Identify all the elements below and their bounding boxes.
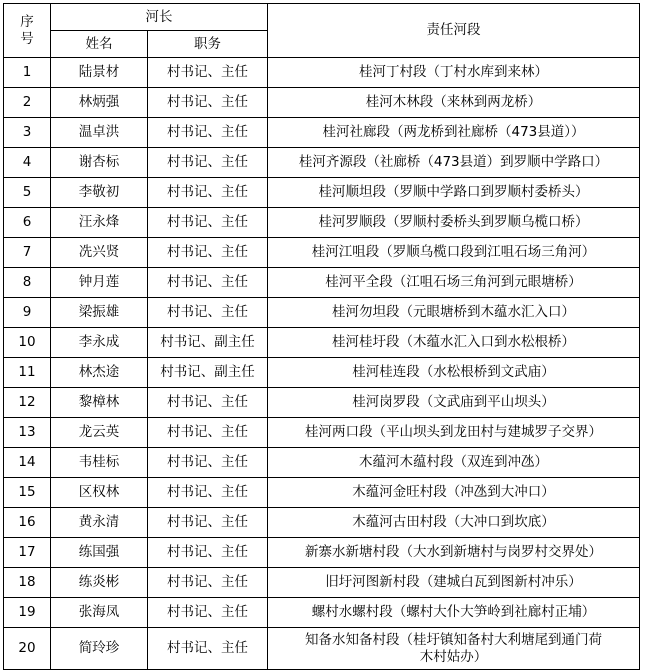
row-no: 1	[4, 58, 51, 88]
row-name: 谢杏标	[51, 148, 148, 178]
row-name: 练炎彬	[51, 568, 148, 598]
row-name: 陆景材	[51, 58, 148, 88]
row-no: 7	[4, 238, 51, 268]
row-section: 木蕴河古田村段（大冲口到坎底）	[268, 508, 640, 538]
row-no: 18	[4, 568, 51, 598]
row-section: 桂河平全段（江咀石场三角河到元眼塘桥）	[268, 268, 640, 298]
row-no: 4	[4, 148, 51, 178]
row-role: 村书记、主任	[148, 388, 268, 418]
row-role: 村书记、主任	[148, 208, 268, 238]
row-role: 村书记、主任	[148, 178, 268, 208]
row-no: 2	[4, 88, 51, 118]
header-row-top	[4, 4, 640, 31]
row-role: 村书记、主任	[148, 508, 268, 538]
row-section: 旧圩河图新村段（建城白瓦到图新村冲乐）	[268, 568, 640, 598]
header-no-line1: 序	[20, 13, 34, 30]
header-section: 责任河段	[268, 4, 640, 58]
row-role: 村书记、主任	[148, 478, 268, 508]
row-section: 桂河齐源段（社廊桥（473县道）到罗顺中学路口）	[268, 148, 640, 178]
table-row	[4, 208, 640, 238]
table-row	[4, 598, 640, 628]
row-name: 黎樟林	[51, 388, 148, 418]
row-section	[268, 628, 640, 670]
row-role: 村书记、主任	[148, 58, 268, 88]
table-row	[4, 328, 640, 358]
table-row	[4, 508, 640, 538]
table-row	[4, 628, 640, 670]
header-chief: 河长	[51, 4, 268, 31]
row-section: 桂河江咀段（罗顺乌榄口段到江咀石场三角河）	[268, 238, 640, 268]
river-chief-table	[3, 3, 640, 670]
table-row	[4, 238, 640, 268]
row-section: 桂河丁村段（丁村水库到来林）	[268, 58, 640, 88]
row-role: 村书记、主任	[148, 88, 268, 118]
row-no: 11	[4, 358, 51, 388]
row-name: 梁振雄	[51, 298, 148, 328]
row-no: 5	[4, 178, 51, 208]
row-section: 新寨水新塘村段（大水到新塘村与岗罗村交界处）	[268, 538, 640, 568]
table-row	[4, 268, 640, 298]
row-name: 温卓洪	[51, 118, 148, 148]
header-no	[4, 4, 51, 58]
row-no: 15	[4, 478, 51, 508]
row-section: 木蕴河木蕴村段（双连到冲氹）	[268, 448, 640, 478]
row-role: 村书记、主任	[148, 268, 268, 298]
row-role: 村书记、副主任	[148, 358, 268, 388]
row-no: 14	[4, 448, 51, 478]
row-no: 20	[4, 628, 51, 670]
row-no: 16	[4, 508, 51, 538]
header-role: 职务	[148, 31, 268, 58]
header-no-line2: 号	[20, 30, 34, 47]
row-role: 村书记、主任	[148, 118, 268, 148]
row-section: 桂河木林段（来林到两龙桥）	[268, 88, 640, 118]
table-row	[4, 88, 640, 118]
row-name: 区权林	[51, 478, 148, 508]
row-section: 桂河勿坦段（元眼塘桥到木蕴水汇入口）	[268, 298, 640, 328]
row-no: 17	[4, 538, 51, 568]
table-row	[4, 118, 640, 148]
table-row	[4, 178, 640, 208]
row-role: 村书记、主任	[148, 238, 268, 268]
row-name: 张海凤	[51, 598, 148, 628]
row-role: 村书记、主任	[148, 418, 268, 448]
row-name: 冼兴贤	[51, 238, 148, 268]
row-role: 村书记、主任	[148, 598, 268, 628]
row-name: 李永成	[51, 328, 148, 358]
row-role: 村书记、主任	[148, 298, 268, 328]
row-role: 村书记、主任	[148, 148, 268, 178]
row-no: 13	[4, 418, 51, 448]
row-role: 村书记、主任	[148, 628, 268, 670]
row-section: 桂河顺坦段（罗顺中学路口到罗顺村委桥头）	[268, 178, 640, 208]
row-no: 9	[4, 298, 51, 328]
row-section: 桂河桂圩段（木蕴水汇入口到水松根桥）	[268, 328, 640, 358]
row-name: 韦桂标	[51, 448, 148, 478]
row-name: 黄永清	[51, 508, 148, 538]
row-name: 林炳强	[51, 88, 148, 118]
row-section-line2: 木村姑办）	[419, 648, 488, 665]
row-section: 桂河桂连段（水松根桥到文武庙）	[268, 358, 640, 388]
table-row	[4, 538, 640, 568]
table-row	[4, 568, 640, 598]
table-row	[4, 448, 640, 478]
row-name: 汪永烽	[51, 208, 148, 238]
row-role: 村书记、主任	[148, 448, 268, 478]
row-name: 简玲珍	[51, 628, 148, 670]
row-name: 练国强	[51, 538, 148, 568]
row-name: 林杰途	[51, 358, 148, 388]
row-section-line1: 知备水知备村段（桂圩镇知备村大利塘尾到通门荷	[305, 631, 602, 648]
table-row	[4, 148, 640, 178]
row-section: 桂河社廊段（两龙桥到社廊桥（473县道））	[268, 118, 640, 148]
row-section: 桂河岗罗段（文武庙到平山坝头）	[268, 388, 640, 418]
row-no: 3	[4, 118, 51, 148]
row-name: 龙云英	[51, 418, 148, 448]
row-role: 村书记、主任	[148, 568, 268, 598]
row-no: 6	[4, 208, 51, 238]
row-role: 村书记、主任	[148, 538, 268, 568]
row-section: 桂河罗顺段（罗顺村委桥头到罗顺乌榄口桥）	[268, 208, 640, 238]
table-row	[4, 418, 640, 448]
table-row	[4, 388, 640, 418]
row-no: 19	[4, 598, 51, 628]
row-name: 钟月莲	[51, 268, 148, 298]
row-name: 李敬初	[51, 178, 148, 208]
table-row	[4, 358, 640, 388]
row-no: 12	[4, 388, 51, 418]
row-section: 木蕴河金旺村段（冲氹到大冲口）	[268, 478, 640, 508]
row-section: 螺村水螺村段（螺村大仆大笋岭到社廊村正埔）	[268, 598, 640, 628]
table-row	[4, 58, 640, 88]
table-row	[4, 478, 640, 508]
table-row	[4, 298, 640, 328]
row-no: 10	[4, 328, 51, 358]
row-no: 8	[4, 268, 51, 298]
row-role: 村书记、副主任	[148, 328, 268, 358]
header-name: 姓名	[51, 31, 148, 58]
row-section: 桂河两口段（平山坝头到龙田村与建城罗子交界）	[268, 418, 640, 448]
